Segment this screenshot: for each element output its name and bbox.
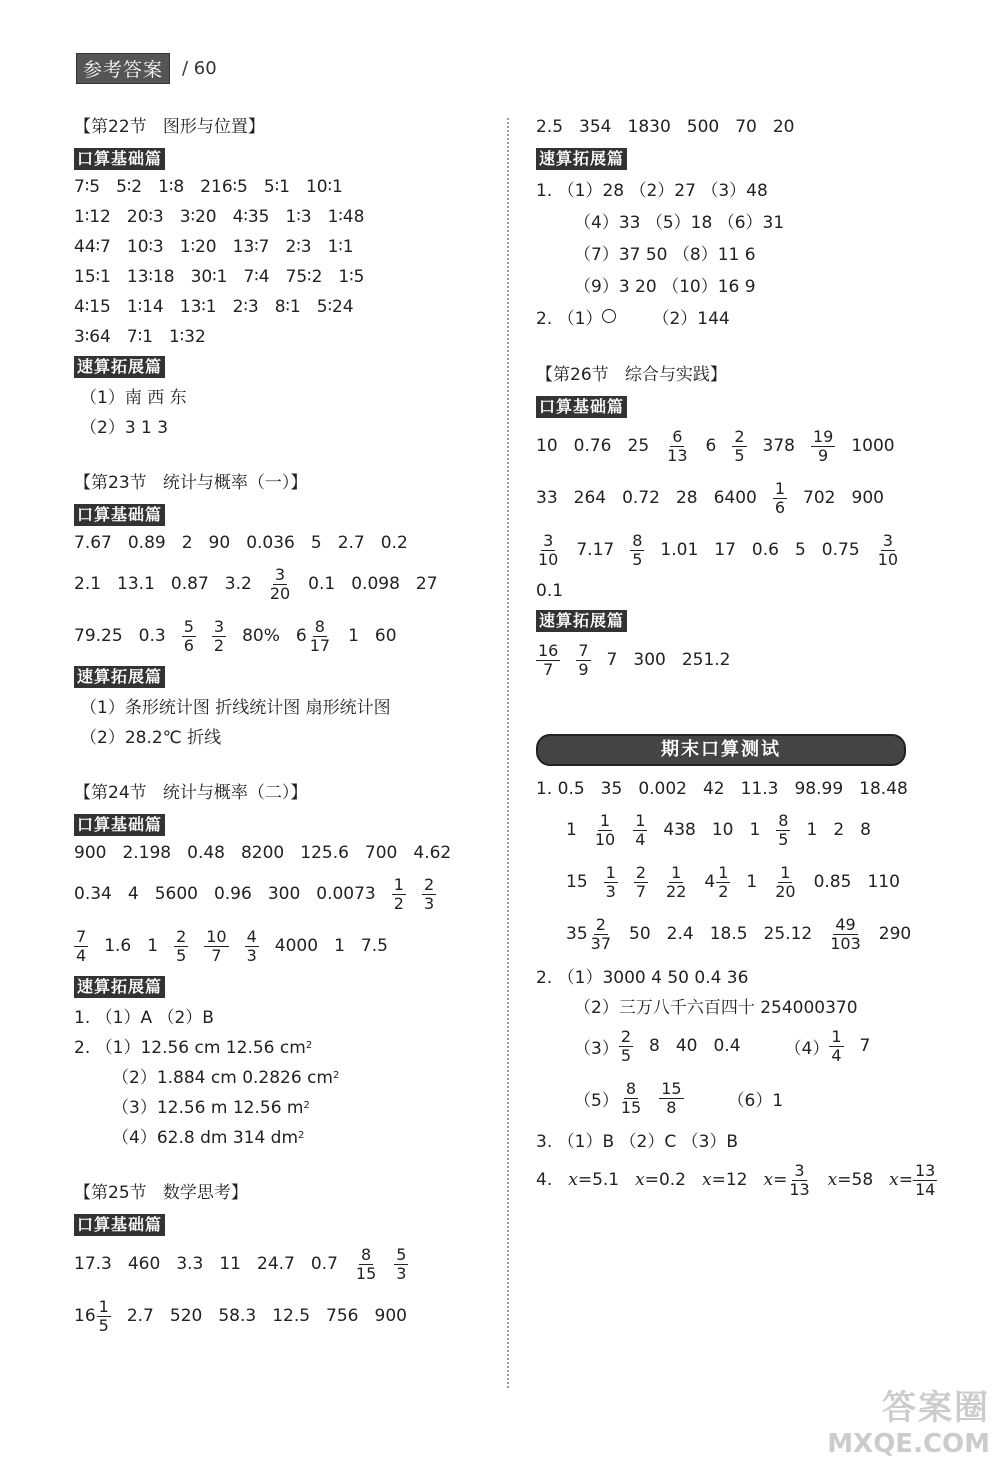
page-header: [76, 54, 217, 82]
fraction: $\frac{1}{10}$: [594, 810, 616, 849]
fraction: $\frac{8}{15}$: [620, 1078, 642, 1117]
answer-line: 15 $\frac{1}{3}$ $\frac{2}{7}$ $\frac{1}{22}$ 4 $\frac{1}{2}$ 1 $\frac{1}{20}$ 0.85 110: [566, 862, 900, 901]
mixed-number: 35 $\frac{2}{37}$: [566, 914, 611, 953]
fraction: $\frac{7}{4}$: [76, 926, 87, 965]
answer-line: 33 264 0.72 28 6400 $\frac{1}{6}$ 702 900: [536, 478, 884, 517]
answer-line: 7.67 0.89 2 90 0.036 5 2.7 0.2: [74, 533, 408, 553]
section-tag: 口算基础篇: [536, 396, 627, 418]
answer-line: （7）37 50 （8）11 6: [574, 244, 756, 265]
section-title: 【第25节 数学思考】: [74, 1183, 248, 1203]
fraction: $\frac{19}{9}$: [812, 426, 834, 465]
answer-line: 1. 0.5 35 0.002 42 11.3 98.99 18.48: [536, 779, 908, 799]
fraction: $\frac{1}{4}$: [831, 1026, 842, 1065]
answer-line: （2）三万八千六百四十 254000370: [574, 997, 858, 1018]
section-tag: 口算基础篇: [74, 1214, 165, 1236]
column-divider: [507, 118, 509, 1388]
mixed-number: 16 $\frac{1}{5}$: [74, 1296, 109, 1335]
circle-symbol: [602, 309, 616, 323]
fraction: $\frac{2}{7}$: [635, 862, 647, 901]
page-number: / 60: [182, 57, 217, 79]
fraction: $\frac{3}{20}$: [269, 564, 291, 603]
answer-line: 2. （1）12.56 cm 12.56 cm 2: [74, 1037, 313, 1058]
fraction: $\frac{1}{3}$: [605, 862, 616, 901]
fraction: $\frac{7}{9}$: [578, 640, 589, 679]
fraction: $\frac{2}{3}$: [423, 874, 435, 913]
answer-line: 10 0.76 25 $\frac{6}{13}$ 6 $\frac{2}{5}$ 378 $\frac{19}{9}$ 1000: [536, 426, 895, 465]
answer-line: （3） $\frac{2}{5}$ 8 40 0.4 （4） $\frac{1}{4}$ 7: [574, 1026, 871, 1065]
answer-line: （2）28.2℃ 折线: [80, 727, 222, 748]
fraction: $\frac{4}{3}$: [246, 926, 257, 965]
answer-line: 79.25 0.3 $\frac{5}{6}$ $\frac{3}{2}$ 80% 6 $\frac{8}{17}$ 1 60: [74, 616, 397, 655]
section-tag: 速算拓展篇: [536, 610, 627, 632]
answer-line: 2.1 13.1 0.87 3.2 $\frac{3}{20}$ 0.1 0.098 27: [74, 564, 438, 603]
fraction: $\frac{2}{5}$: [734, 426, 745, 465]
answer-line: （5） $\frac{8}{15}$ $\frac{15}{8}$ （6）1: [574, 1078, 784, 1117]
right-column: [536, 110, 956, 1206]
answer-key-badge: 参考答案: [76, 53, 170, 84]
answer-line: 1∶12 20∶3 3∶20 4∶35 1∶3 1∶48: [74, 207, 365, 227]
left-column: [74, 110, 494, 1342]
fraction: $\frac{8}{15}$: [355, 1244, 377, 1283]
fraction: $\frac{1}{20}$: [775, 862, 796, 901]
answer-line: （4）62.8 dm 314 dm 2: [112, 1127, 305, 1148]
fraction: $\frac{3}{2}$: [213, 616, 225, 655]
fraction: $\frac{16}{7}$: [538, 640, 559, 679]
fraction: $\frac{8}{5}$: [632, 530, 643, 569]
fraction: $\frac{8}{5}$: [778, 810, 789, 849]
answer-line: 900 2.198 0.48 8200 125.6 700 4.62: [74, 843, 452, 863]
mixed-number: 6 $\frac{8}{17}$: [295, 616, 331, 655]
answer-line: （3）12.56 m 12.56 m 2: [112, 1097, 310, 1118]
answer-line: 2. （1） （2）144: [536, 308, 730, 329]
answer-line: 3∶64 7∶1 1∶32: [74, 327, 206, 347]
answer-line: $\frac{16}{7}$ $\frac{7}{9}$ 7 300 251.2: [538, 640, 731, 679]
answer-line: 7∶5 5∶2 1∶8 216∶5 5∶1 10∶1: [74, 177, 343, 197]
fraction: $\frac{1}{2}$: [393, 874, 404, 913]
answer-line: 16 $\frac{1}{5}$ 2.7 520 58.3 12.5 756 900: [74, 1296, 407, 1335]
section-tag: 口算基础篇: [74, 148, 165, 170]
answer-line: 4∶15 1∶14 13∶1 2∶3 8∶1 5∶24: [74, 297, 354, 317]
section-title: 【第24节 统计与概率（二）】: [74, 783, 308, 803]
answer-line: 17.3 460 3.3 11 24.7 0.7 $\frac{8}{15}$ $\frac{5}{3}$: [74, 1244, 407, 1283]
answer-line: 1. （1）A （2）B: [74, 1007, 214, 1028]
fraction: $\frac{49}{103}$: [830, 914, 861, 953]
ratio-rows: [74, 172, 494, 352]
answer-line: （2）1.884 cm 0.2826 cm 2: [112, 1067, 340, 1088]
section-tag: 速算拓展篇: [74, 356, 165, 378]
final-test-banner: 期末口算测试: [536, 734, 906, 766]
fraction: $\frac{1}{22}$: [666, 862, 687, 901]
section-title: 【第22节 图形与位置】: [74, 117, 265, 137]
answer-line: 0.34 4 5600 0.96 300 0.0073 $\frac{1}{2}$ $\frac{2}{3}$: [74, 874, 435, 913]
fraction: $\frac{2}{5}$: [176, 926, 187, 965]
answer-line: 2. （1）3000 4 50 0.4 36: [536, 967, 749, 988]
answer-line: （4）33 （5）18 （6）31: [574, 212, 785, 233]
answer-line: （1）南 西 东: [80, 387, 187, 408]
answer-line: （1）条形统计图 折线统计图 扇形统计图: [80, 697, 391, 718]
answer-line: 44∶7 10∶3 1∶20 13∶7 2∶3 1∶1: [74, 237, 354, 257]
section-title: 【第23节 统计与概率（一）】: [74, 473, 308, 493]
answer-line: 3. （1）B （2）C （3）B: [536, 1131, 739, 1152]
section-tag: 口算基础篇: [74, 504, 165, 526]
answer-line: $\frac{3}{10}$ 7.17 $\frac{8}{5}$ 1.01 17 0.6 5 0.75 $\frac{3}{10}$: [538, 530, 898, 569]
answer-line: 2.5 354 1830 500 70 20: [536, 117, 795, 137]
answer-line: 15∶1 13∶18 30∶1 7∶4 75∶2 1∶5: [74, 267, 365, 287]
section-tag: 速算拓展篇: [74, 666, 165, 688]
fraction: $\frac{1}{4}$: [635, 810, 646, 849]
mixed-number: 4 $\frac{1}{2}$: [704, 862, 729, 901]
fraction: $\frac{3}{10}$: [538, 530, 559, 569]
watermark: 答案圈 MXQE.COM: [827, 1388, 990, 1459]
fraction: $\frac{5}{6}$: [183, 616, 194, 655]
fraction: $\frac{15}{8}$: [661, 1078, 682, 1117]
answer-line: 35 $\frac{2}{37}$ 50 2.4 18.5 25.12 $\frac{49}{103}$ 290: [566, 914, 912, 953]
answer-line: （9）3 20 （10）16 9: [574, 276, 756, 297]
section-tag: 速算拓展篇: [74, 976, 165, 998]
section-tag: 速算拓展篇: [536, 148, 627, 170]
fraction: $\frac{2}{5}$: [620, 1026, 632, 1065]
fraction: $\frac{10}{7}$: [206, 926, 227, 965]
answer-line: 1. （1）28 （2）27 （3）48: [536, 180, 768, 201]
answer-line: 1 $\frac{1}{10}$ $\frac{1}{4}$ 438 10 1 $\frac{8}{5}$ 1 2 8: [566, 810, 871, 849]
answer-line: $\frac{7}{4}$ 1.6 1 $\frac{2}{5}$ $\frac{10}{7}$ $\frac{4}{3}$ 4000 1 7.5: [76, 926, 388, 965]
answer-line: 4. x =5.1 x =0.2 x =12 x = $\frac{3}{13}$ x =58 x = $\frac{13}{14}$: [536, 1160, 936, 1199]
answer-line: （2）3 1 3: [80, 417, 169, 438]
section-title: 【第26节 综合与实践】: [536, 365, 727, 385]
fraction: $\frac{1}{6}$: [774, 478, 786, 517]
fraction: $\frac{5}{3}$: [396, 1244, 407, 1283]
answer-line: 0.1: [536, 581, 564, 601]
fraction: $\frac{6}{13}$: [667, 426, 688, 465]
fraction: $\frac{3}{10}$: [877, 530, 898, 569]
section-tag: 口算基础篇: [74, 814, 165, 836]
